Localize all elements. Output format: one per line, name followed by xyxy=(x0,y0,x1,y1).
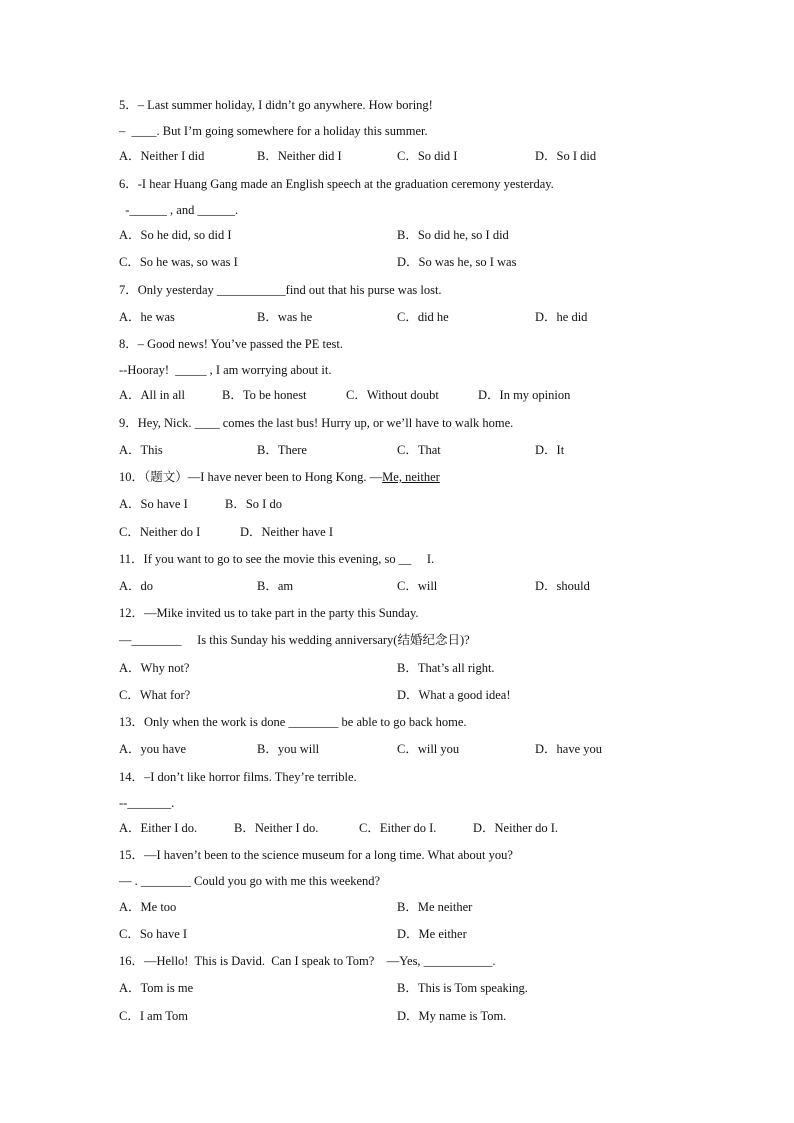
question-11-option-a[interactable]: A．do xyxy=(119,579,154,593)
question-13-option-c[interactable]: C．will you xyxy=(397,742,460,756)
question-14-option-d[interactable]: D．Neither do I. xyxy=(473,821,559,835)
question-5-option-d[interactable]: D．So I did xyxy=(535,149,597,163)
question-8-line-2: --Hooray! _____ , I am worrying about it. xyxy=(119,363,332,377)
question-7-option-a[interactable]: A．he was xyxy=(119,310,175,324)
question-15-option-a[interactable]: A．Me too xyxy=(119,900,177,914)
question-12-line-2: —________ Is this Sunday his wedding anniversary(结婚纪念日)? xyxy=(119,633,470,647)
question-15-line-2: — . ________ Could you go with me this weekend? xyxy=(119,874,381,888)
question-14-option-a[interactable]: A．Either I do. xyxy=(119,821,198,835)
question-8-option-c[interactable]: C．Without doubt xyxy=(346,388,439,402)
question-14-stem: 14．–I don’t like horror films. They’re terrible. xyxy=(119,770,357,784)
question-6-option-d[interactable]: D．So was he, so I was xyxy=(397,255,517,269)
question-6-option-a[interactable]: A．So he did, so did I xyxy=(119,228,232,242)
question-16-option-a[interactable]: A．Tom is me xyxy=(119,981,194,995)
question-10-option-b[interactable]: B．So I do xyxy=(225,497,282,511)
question-12-option-c[interactable]: C．What for? xyxy=(119,688,191,702)
question-12-option-a[interactable]: A．Why not? xyxy=(119,661,190,675)
question-14-option-b[interactable]: B．Neither I do. xyxy=(234,821,319,835)
question-16-stem: 16．—Hello! This is David. Can I speak to Tom? —Yes, ___________. xyxy=(119,954,496,968)
question-13-option-d[interactable]: D．have you xyxy=(535,742,602,756)
question-11-stem: 11．If you want to go to see the movie this evening, so __ I. xyxy=(119,552,435,566)
question-10-option-c[interactable]: C．Neither do I xyxy=(119,525,201,539)
question-9-option-a[interactable]: A．This xyxy=(119,443,163,457)
question-11-option-d[interactable]: D．should xyxy=(535,579,590,593)
question-5-option-a[interactable]: A．Neither I did xyxy=(119,149,205,163)
question-7-option-d[interactable]: D．he did xyxy=(535,310,588,324)
question-16-option-c[interactable]: C．I am Tom xyxy=(119,1009,189,1023)
question-6-option-b[interactable]: B．So did he, so I did xyxy=(397,228,509,242)
question-15-option-d[interactable]: D．Me either xyxy=(397,927,467,941)
question-6-stem: 6．-I hear Huang Gang made an English speech at the graduation ceremony yesterday. xyxy=(119,177,554,191)
question-9-stem: 9．Hey, Nick. ____ comes the last bus! Hurry up, or we’ll have to walk home. xyxy=(119,416,514,430)
underlined-phrase: Me, neither xyxy=(382,470,440,484)
question-8-stem: 8．– Good news! You’ve passed the PE test. xyxy=(119,337,343,351)
question-5-line-2: – ____. But I’m going somewhere for a holiday this summer. xyxy=(119,124,428,138)
question-8-option-d[interactable]: D．In my opinion xyxy=(478,388,571,402)
question-15-option-b[interactable]: B．Me neither xyxy=(397,900,473,914)
question-9-option-b[interactable]: B．There xyxy=(257,443,307,457)
question-13-option-a[interactable]: A．you have xyxy=(119,742,186,756)
question-10-option-d[interactable]: D．Neither have I xyxy=(240,525,334,539)
question-6-option-c[interactable]: C．So he was, so was I xyxy=(119,255,238,269)
question-5-stem: 5．– Last summer holiday, I didn’t go anywhere. How boring! xyxy=(119,98,433,112)
question-13-stem: 13．Only when the work is done ________ be able to go back home. xyxy=(119,715,467,729)
question-16-option-b[interactable]: B．This is Tom speaking. xyxy=(397,981,528,995)
question-7-option-b[interactable]: B．was he xyxy=(257,310,313,324)
question-12-option-b[interactable]: B．That’s all right. xyxy=(397,661,495,675)
question-14-line-2: --_______. xyxy=(119,796,175,810)
question-13-option-b[interactable]: B．you will xyxy=(257,742,320,756)
question-15-option-c[interactable]: C．So have I xyxy=(119,927,188,941)
question-7-option-c[interactable]: C．did he xyxy=(397,310,449,324)
question-11-option-b[interactable]: B．am xyxy=(257,579,294,593)
question-8-option-b[interactable]: B．To be honest xyxy=(222,388,307,402)
question-5-option-c[interactable]: C．So did I xyxy=(397,149,458,163)
question-12-option-d[interactable]: D．What a good idea! xyxy=(397,688,511,702)
question-8-option-a[interactable]: A．All in all xyxy=(119,388,185,402)
question-16-option-d[interactable]: D．My name is Tom. xyxy=(397,1009,507,1023)
question-12-stem: 12．—Mike invited us to take part in the party this Sunday. xyxy=(119,606,419,620)
question-7-stem: 7．Only yesterday ___________find out that his purse was lost. xyxy=(119,283,442,297)
question-10-stem: 10．（题文）—I have never been to Hong Kong. —Me, neither xyxy=(119,470,440,484)
question-15-stem: 15．—I haven’t been to the science museum for a long time. What about you? xyxy=(119,848,513,862)
question-10-option-a[interactable]: A．So have I xyxy=(119,497,188,511)
question-11-option-c[interactable]: C．will xyxy=(397,579,438,593)
question-6-line-2: -______ , and ______. xyxy=(119,203,239,217)
question-9-option-c[interactable]: C．That xyxy=(397,443,441,457)
question-9-option-d[interactable]: D．It xyxy=(535,443,565,457)
question-5-option-b[interactable]: B．Neither did I xyxy=(257,149,342,163)
question-14-option-c[interactable]: C．Either do I. xyxy=(359,821,437,835)
